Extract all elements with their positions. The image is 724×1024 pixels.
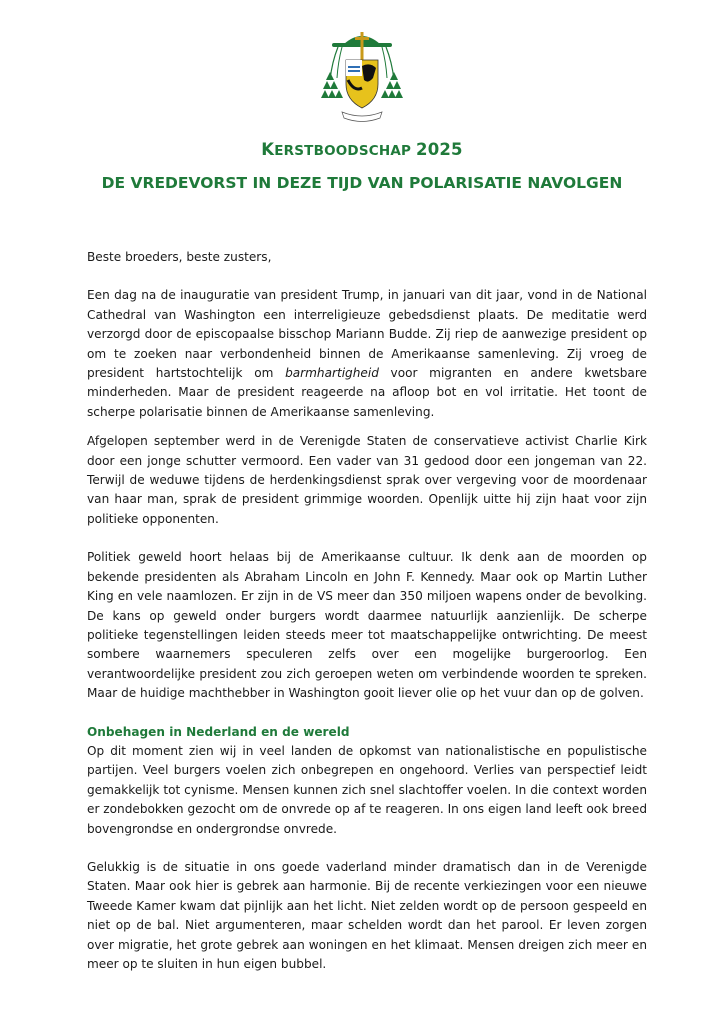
salutation: Beste broeders, beste zusters,	[87, 250, 272, 264]
paragraph-4: Op dit moment zien wij in veel landen de opkomst van nationalistische en populistische partijen. Veel burgers voelen zich onbegrepen en ongehoord. Verlies van perspectief leidt gemakkelijk tot cynisme. Mensen kunnen zich snel slachtoffer voelen. In die context worden er zondebokken gezocht om de onvrede op af te reageren. In ons eigen land leeft ook breed bovengrondse en ondergrondse onvrede.	[87, 743, 647, 836]
document-kicker: KERSTBOODSCHAP 2025	[261, 140, 463, 159]
episcopal-coat-of-arms	[318, 22, 406, 126]
section-heading: Onbehagen in Nederland en de wereld	[87, 724, 350, 739]
letter-body	[87, 248, 647, 984]
paragraph-3: Politiek geweld hoort helaas bij de Amerikaanse cultuur. Ik denk aan de moorden op bekende presidenten als Abraham Lincoln en John F. Kennedy. Maar ook op Martin Luther King en vele naamlozen. Er zijn in de VS meer dan 350 miljoen wapens onder de bevolking. De kans op geweld onder burgers wordt daarmee natuurlijk aanzienlijk. De scherpe politieke tegenstellingen leiden steeds meer tot maatschappelijke ontwrichting. De meest sombere waarnemers speculeren zelfs over een mogelijke burgeroorlog. Een verantwoordelijke president zou zich geroepen weten om verbindende woorden te spreken. Maar de huidige machthebber in Washington gooit liever olie op het vuur dan op de golven.	[87, 550, 647, 701]
document-title: DE VREDEVORST IN DEZE TIJD VAN POLARISATIE NAVOLGEN	[101, 174, 623, 192]
paragraph-5: Gelukkig is de situatie in ons goede vaderland minder dramatisch dan in de Verenigde Staten. Maar ook hier is gebrek aan harmonie. Bij de recente verkiezingen voor een nieuwe Tweede Kamer kwam dat pijnlijk aan het licht. Niet zelden wordt op de persoon gespeeld en niet op de bal. Niet argumenteren, maar schelden wordt dan het parool. Er leven zorgen over migratie, het grote gebrek aan woningen en het klimaat. Mensen dreigen zich meer en meer op te sluiten in hun eigen bubbel.	[87, 859, 647, 971]
paragraph-2: Afgelopen september werd in de Verenigde Staten de conservatieve activist Charlie Kirk door een jonge schutter vermoord. Een vader van 31 gedood door een jongeman van 22. Terwijl de weduwe tijdens de herdenkingsdienst sprak over vergeving voor de moordenaar van haar man, sprak de president grimmige woorden. Openlijk uitte hij zijn haat voor zijn politieke opponenten.	[87, 434, 647, 526]
paragraph-1: Een dag na de inauguratie van president Trump, in januari van dit jaar, vond in de National Cathedral van Washington een interreligieuze gebedsdienst plaats. De meditatie werd verzorgd door de episcopaalse bisschop Mariann Budde. Zij riep de aanwezige president op om te zoeken naar verbondenheid binnen de Amerikaanse samenleving. Zij vroeg de president hartstochtelijk om barmhartigheid voor migranten en andere kwetsbare minderheden. Maar de president reageerde na afloop bot en vol irritatie. Het toont de scherpe polarisatie binnen de Amerikaanse samenleving.	[87, 288, 647, 419]
